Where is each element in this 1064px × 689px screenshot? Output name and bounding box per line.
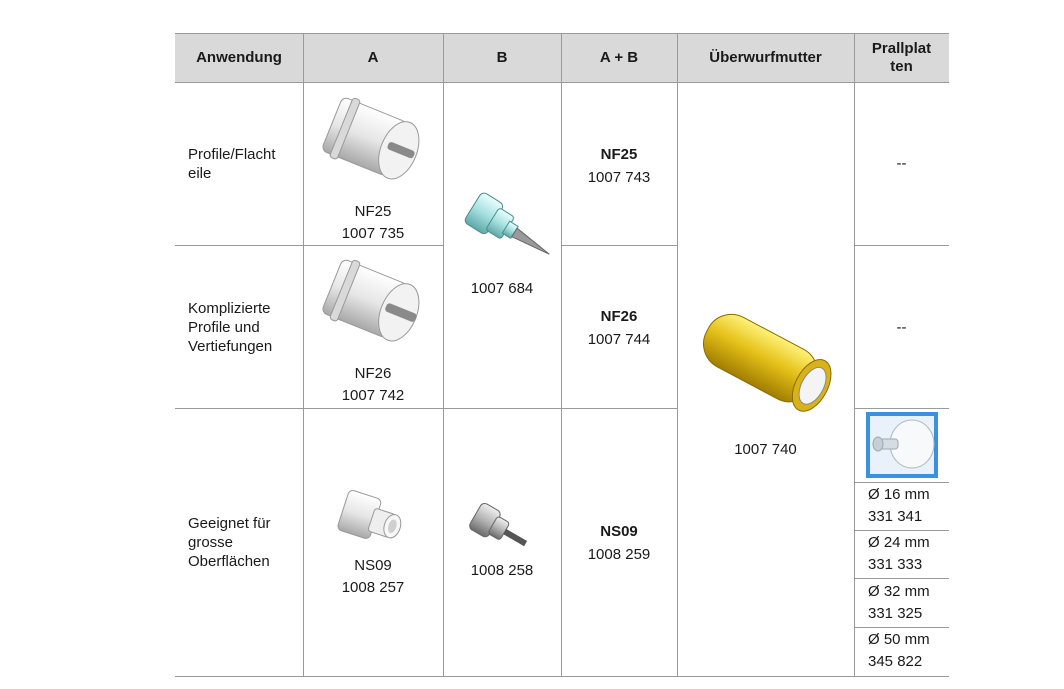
header-prall-1: Prallplat — [871, 40, 932, 57]
row2-ab-name: NF26 — [600, 308, 638, 325]
row3-ab-code: 1008 259 — [587, 546, 651, 563]
row2-anwendung: Komplizierte Profile und Vertiefungen — [188, 300, 273, 355]
grid-plate-1 — [854, 482, 949, 483]
grid-row2-bottom — [175, 408, 677, 409]
nozzle-ns09-image — [333, 488, 413, 554]
grid-row1-bottom-a — [175, 245, 443, 246]
plate-4-code: 345 822 — [868, 653, 923, 670]
row2-prall: -- — [896, 319, 907, 336]
row2-ab-code: 1007 744 — [587, 331, 651, 348]
plate-1-size: Ø 16 mm — [868, 486, 930, 503]
header-anwendung: Anwendung — [196, 49, 282, 66]
grid-row2-bottom-prall — [854, 408, 949, 409]
row1-a-code: 1007 735 — [341, 225, 405, 242]
grid-plate-3 — [854, 578, 949, 579]
union-nut-image — [688, 296, 848, 426]
row1-a-name: NF25 — [354, 203, 392, 220]
nozzle-nf25-image — [318, 88, 438, 198]
plate-2-code: 331 333 — [868, 556, 923, 573]
grid-bottom — [175, 676, 949, 677]
nozzle-nf26-image — [318, 250, 438, 360]
baffle-plate-image — [866, 412, 938, 478]
header-b: B — [496, 49, 508, 66]
grid-plate-2 — [854, 530, 949, 531]
plate-3-code: 331 325 — [868, 605, 923, 622]
row1-prall: -- — [896, 155, 907, 172]
header-a: A — [367, 49, 379, 66]
grid-v-561 — [561, 33, 562, 677]
row3-a-code: 1008 257 — [341, 579, 405, 596]
header-prall-2: ten — [890, 58, 913, 75]
nut-code: 1007 740 — [734, 441, 797, 458]
plate-1-code: 331 341 — [868, 508, 923, 525]
grid-row1-bottom-prall — [854, 245, 949, 246]
row1-anwendung: Profile/Flacht eile — [188, 146, 276, 182]
grid-v-677 — [677, 33, 678, 677]
row1-ab-code: 1007 743 — [587, 169, 651, 186]
row1-ab-name: NF25 — [600, 146, 638, 163]
plate-2-size: Ø 24 mm — [868, 534, 930, 551]
plate-3-size: Ø 32 mm — [868, 583, 930, 600]
grid-header-bottom — [175, 82, 949, 83]
nozzle-b-metal-image — [465, 500, 535, 560]
b-shared-code: 1007 684 — [470, 280, 534, 297]
row3-ab-name: NS09 — [600, 523, 638, 540]
header-nut: Überwurfmutter — [709, 49, 822, 66]
plate-4-size: Ø 50 mm — [868, 631, 930, 648]
grid-v-443 — [443, 33, 444, 677]
grid-v-854 — [854, 33, 855, 677]
grid-plate-4 — [854, 627, 949, 628]
grid-row1-bottom-ab — [561, 245, 677, 246]
row2-a-code: 1007 742 — [341, 387, 405, 404]
row3-anwendung: Geeignet für grosse Oberflächen — [188, 515, 271, 570]
row3-a-name: NS09 — [354, 557, 392, 574]
header-ab: A + B — [599, 49, 639, 66]
row2-a-name: NF26 — [354, 365, 392, 382]
grid-top — [175, 33, 949, 34]
row3-b-code: 1008 258 — [470, 562, 534, 579]
nozzle-b-cyan-image — [460, 190, 565, 275]
